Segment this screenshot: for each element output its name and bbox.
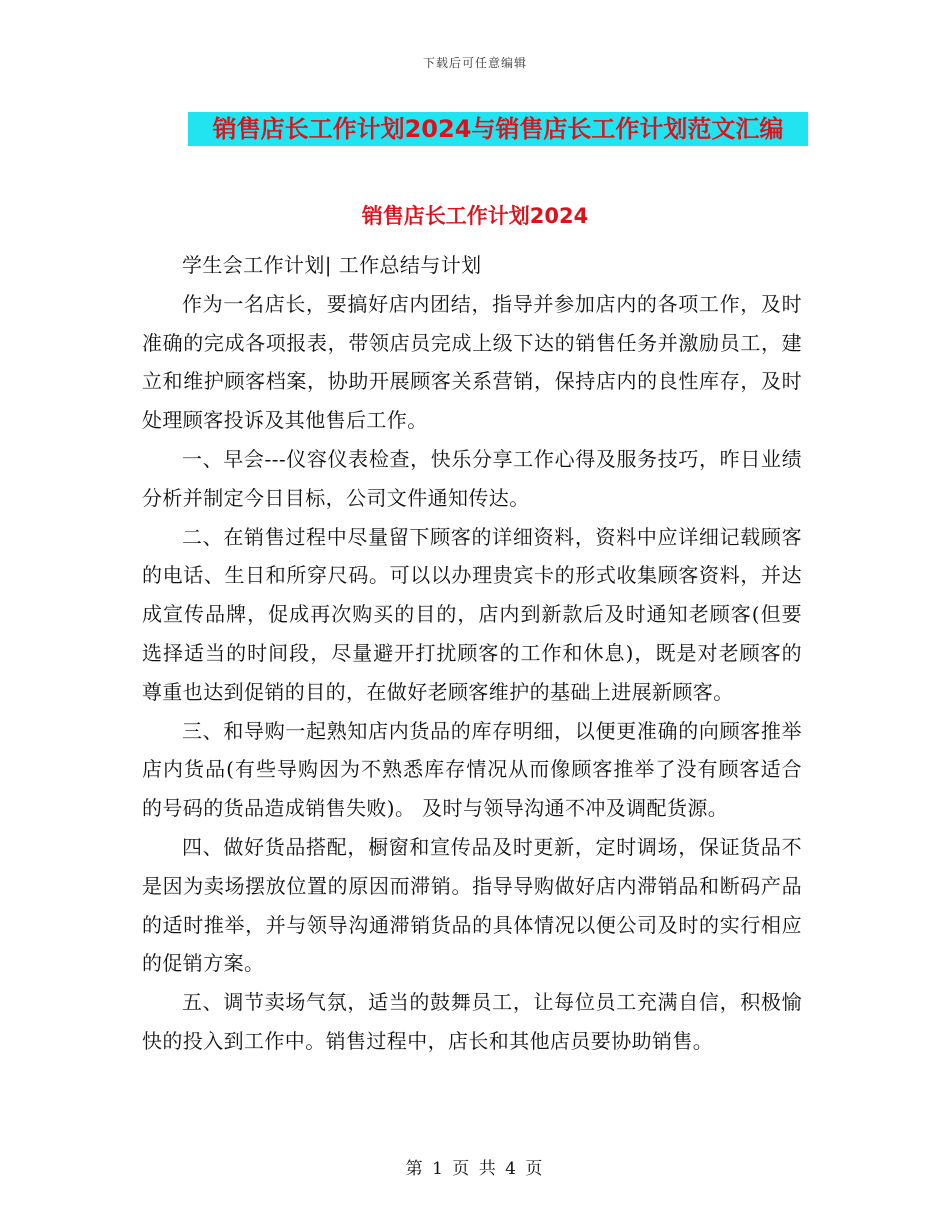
page-number-footer: 第 1 页 共 4 页 (405, 1159, 545, 1179)
section-title: 销售店长工作计划2024 (361, 204, 589, 228)
paragraph-item-2: 二、在销售过程中尽量留下顾客的详细资料，资料中应详细记载顾客的电话、生日和所穿尺码。可以以办理贵宾卡的形式收集顾客资料，并达成宣传品牌，促成再次购买的目的，店内到新款后及时通知老顾客(但要选择适当的时间段，尽量避开打扰顾客的工作和休息)，既是对老顾客的尊重也达到促销的目的，在做好老顾客维护的基础上进展新顾客。 (142, 524, 802, 704)
paragraph-item-1: 一、早会---仪容仪表检查，快乐分享工作心得及服务技巧，昨日业绩分析并制定今日目标，公司文件通知传达。 (142, 446, 802, 510)
header-note: 下载后可任意编辑 (422, 56, 527, 70)
paragraph-category-link: 学生会工作计划| 工作总结与计划 (182, 253, 482, 277)
paragraph-item-5: 五、调节卖场气氛，适当的鼓舞员工，让每位员工充满自信，积极愉快的投入到工作中。销售过程中，店长和其他店员要协助销售。 (142, 990, 802, 1053)
paragraph-item-4: 四、做好货品搭配，橱窗和宣传品及时更新，定时调场，保证货品不是因为卖场摆放位置的原因而滞销。指导导购做好店内滞销品和断码产品的适时推举，并与领导沟通滞销货品的具体情况以便公司及时的实行相应的促销方案。 (142, 834, 802, 976)
document-main-title: 销售店长工作计划2024与销售店长工作计划范文汇编 (212, 115, 784, 143)
main-title-highlight (188, 112, 808, 146)
paragraph-item-3: 三、和导购一起熟知店内货品的库存明细，以便更准确的向顾客推举店内货品(有些导购因为不熟悉库存情况从而像顾客推举了没有顾客适合的号码的货品造成销售失败)。 及时与领导沟通不冲及调配货源。 (142, 718, 802, 821)
document-body (142, 246, 802, 1061)
paragraph-intro: 作为一名店长，要搞好店内团结，指导并参加店内的各项工作，及时准确的完成各项报表，带领店员完成上级下达的销售任务并激励员工，建立和维护顾客档案，协助开展顾客关系营销，保持店内的良性库存，及时处理顾客投诉及其他售后工作。 (142, 291, 802, 433)
